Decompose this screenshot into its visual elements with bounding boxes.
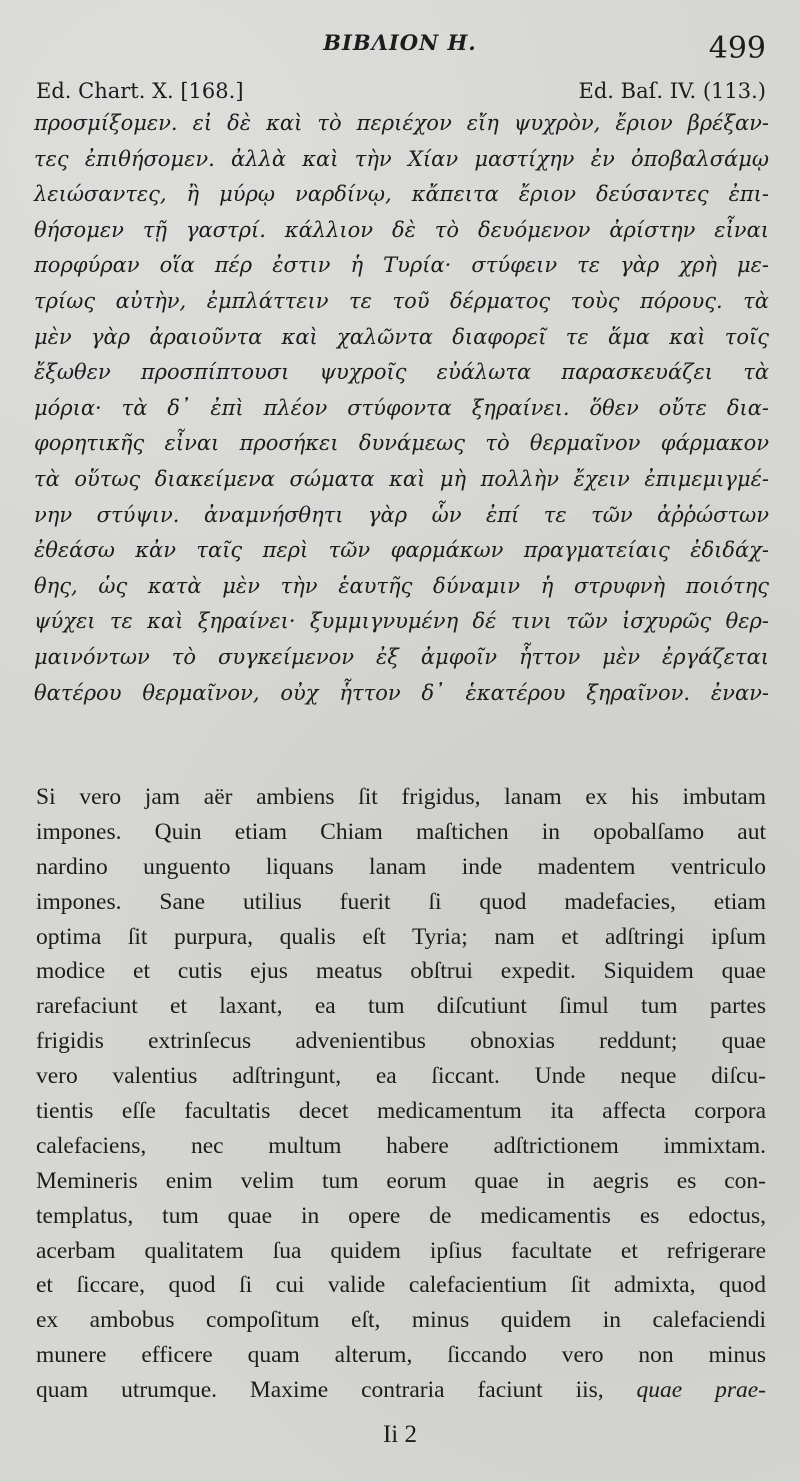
latin-line: tientis eſſe facultatis decet medicamentum ita affecta corpora <box>36 1098 766 1125</box>
greek-line: ἐθεάσω κἀν ταῖς περὶ τῶν φαρμάκων πραγματείαις ἐδιδάχ- <box>34 538 769 563</box>
greek-line: τὰ οὕτως διακείμενα σώματα καὶ μὴ πολλὴν ἔχειν ἐπιμεμιγμέ- <box>34 466 769 491</box>
latin-line: Si vero jam aër ambiens ſit frigidus, lanam ex his imbutam <box>36 784 766 810</box>
latin-line: et ſiccare, quod ſi cui valide calefacientium ſit admixta, quod <box>36 1272 766 1299</box>
greek-line: τρίως αὐτὴν, ἐμπλάττειν τε τοῦ δέρματος τοὺς πόρους. τὰ <box>34 288 769 313</box>
latin-text-block <box>36 780 766 1408</box>
edition-chartier-reference: Ed. Chart. X. [168.] <box>36 79 244 103</box>
greek-line: τες ἐπιθήσομεν. ἀλλὰ καὶ τὴν Χίαν μαστίχην ἐν ὀποβαλσάμῳ <box>34 146 769 171</box>
latin-line: ex ambobus compoſitum eſt, minus quidem in calefaciendi <box>36 1307 766 1334</box>
latin-line-last <box>36 1373 766 1408</box>
greek-line: νην στύψιν. ἀναμνήσθητι γὰρ ὧν ἐπί τε τῶν ἀῤῥώστων <box>34 502 769 527</box>
greek-line: θατέρου θερμαῖνον, οὐχ ἧττον δ᾽ ἑκατέρου ξηραῖνον. ἐναν- <box>34 680 769 705</box>
latin-line: impones. Sane utilius fuerit ſi quod madefacies, etiam <box>36 888 766 915</box>
greek-line: προσμίξομεν. εἰ δὲ καὶ τὸ περιέχον εἴη ψυχρὸν, ἔριον βρέξαν- <box>34 111 769 135</box>
greek-line: φορητικῆς εἶναι προσήκει δυνάμεως τὸ θερμαῖνον φάρμακον <box>34 431 769 456</box>
latin-line: munere efficere quam alterum, ſiccando vero non minus <box>36 1342 766 1369</box>
latin-line: modice et cutis ejus meatus obſtrui expedit. Siquidem quae <box>36 958 766 985</box>
greek-text-block <box>34 106 769 711</box>
latin-line: frigidis extrinſecus advenientibus obnoxias reddunt; quae <box>36 1028 766 1055</box>
greek-line: ψύχει τε καὶ ξηραίνει· ξυμμιγνυμένη δέ τινι τῶν ἰσχυρῶς θερ- <box>34 609 769 634</box>
latin-line: vero valentius adſtringunt, ea ſiccant. Unde neque diſcu- <box>36 1063 766 1090</box>
greek-line: θης, ὡς κατὰ μὲν τὴν ἑαυτῆς δύναμιν ἡ στρυφνὴ ποιότης <box>34 573 769 598</box>
latin-last-line-roman: quam utrumque. Maxime contraria faciunt iis, <box>36 1377 604 1404</box>
latin-line: nardino unguento liquans lanam inde madentem ventriculo <box>36 853 766 880</box>
signature-mark: Ii 2 <box>382 1421 418 1448</box>
greek-line: λειώσαντες, ἢ μύρῳ ναρδίνῳ, κἄπειτα ἔριον δεύσαντες ἐπι- <box>34 182 769 207</box>
greek-line: μαινόντων τὸ συγκείμενον ἐξ ἀμφοῖν ἧττον μὲν ἐργάζεται <box>34 644 769 669</box>
latin-last-line-italic: quae prae- <box>636 1377 766 1404</box>
greek-line: μὲν γὰρ ἀραιοῦντα καὶ χαλῶντα διαφορεῖ τε ἅμα καὶ τοῖς <box>34 324 769 349</box>
edition-basel-reference: Ed. Baſ. IV. (113.) <box>578 79 766 103</box>
latin-line: impones. Quin etiam Chiam maſtichen in opobalſamo aut <box>36 818 766 845</box>
running-title: BIBΛION H. <box>323 30 477 55</box>
latin-line: calefaciens, nec multum habere adſtrictionem immixtam. <box>36 1132 766 1159</box>
latin-line: Memineris enim velim tum eorum quae in aegris es con- <box>36 1167 766 1194</box>
page-number: 499 <box>708 31 766 66</box>
greek-line: μόρια· τὰ δ᾽ ἐπὶ πλέον στύφοντα ξηραίνει. ὅθεν οὔτε δια- <box>34 395 769 420</box>
greek-line: ἔξωθεν προσπίπτουσι ψυχροῖς εὐάλωτα παρασκευάζει τὰ <box>34 360 769 385</box>
latin-line: acerbam qualitatem ſua quidem ipſius facultate et refrigerare <box>36 1237 766 1264</box>
greek-line: θήσομεν τῇ γαστρί. κάλλιον δὲ τὸ δευόμενον ἀρίστην εἶναι <box>34 217 769 242</box>
greek-line: πορφύραν οἵα πέρ ἐστιν ἡ Τυρία· στύφειν τε γὰρ χρὴ με- <box>34 253 769 278</box>
latin-line: templatus, tum quae in opere de medicamentis es edoctus, <box>36 1202 766 1229</box>
latin-line: optima ſit purpura, qualis eſt Tyria; nam et adſtringi ipſum <box>36 923 766 950</box>
latin-line: rarefaciunt et laxant, ea tum diſcutiunt ſimul tum partes <box>36 993 766 1020</box>
